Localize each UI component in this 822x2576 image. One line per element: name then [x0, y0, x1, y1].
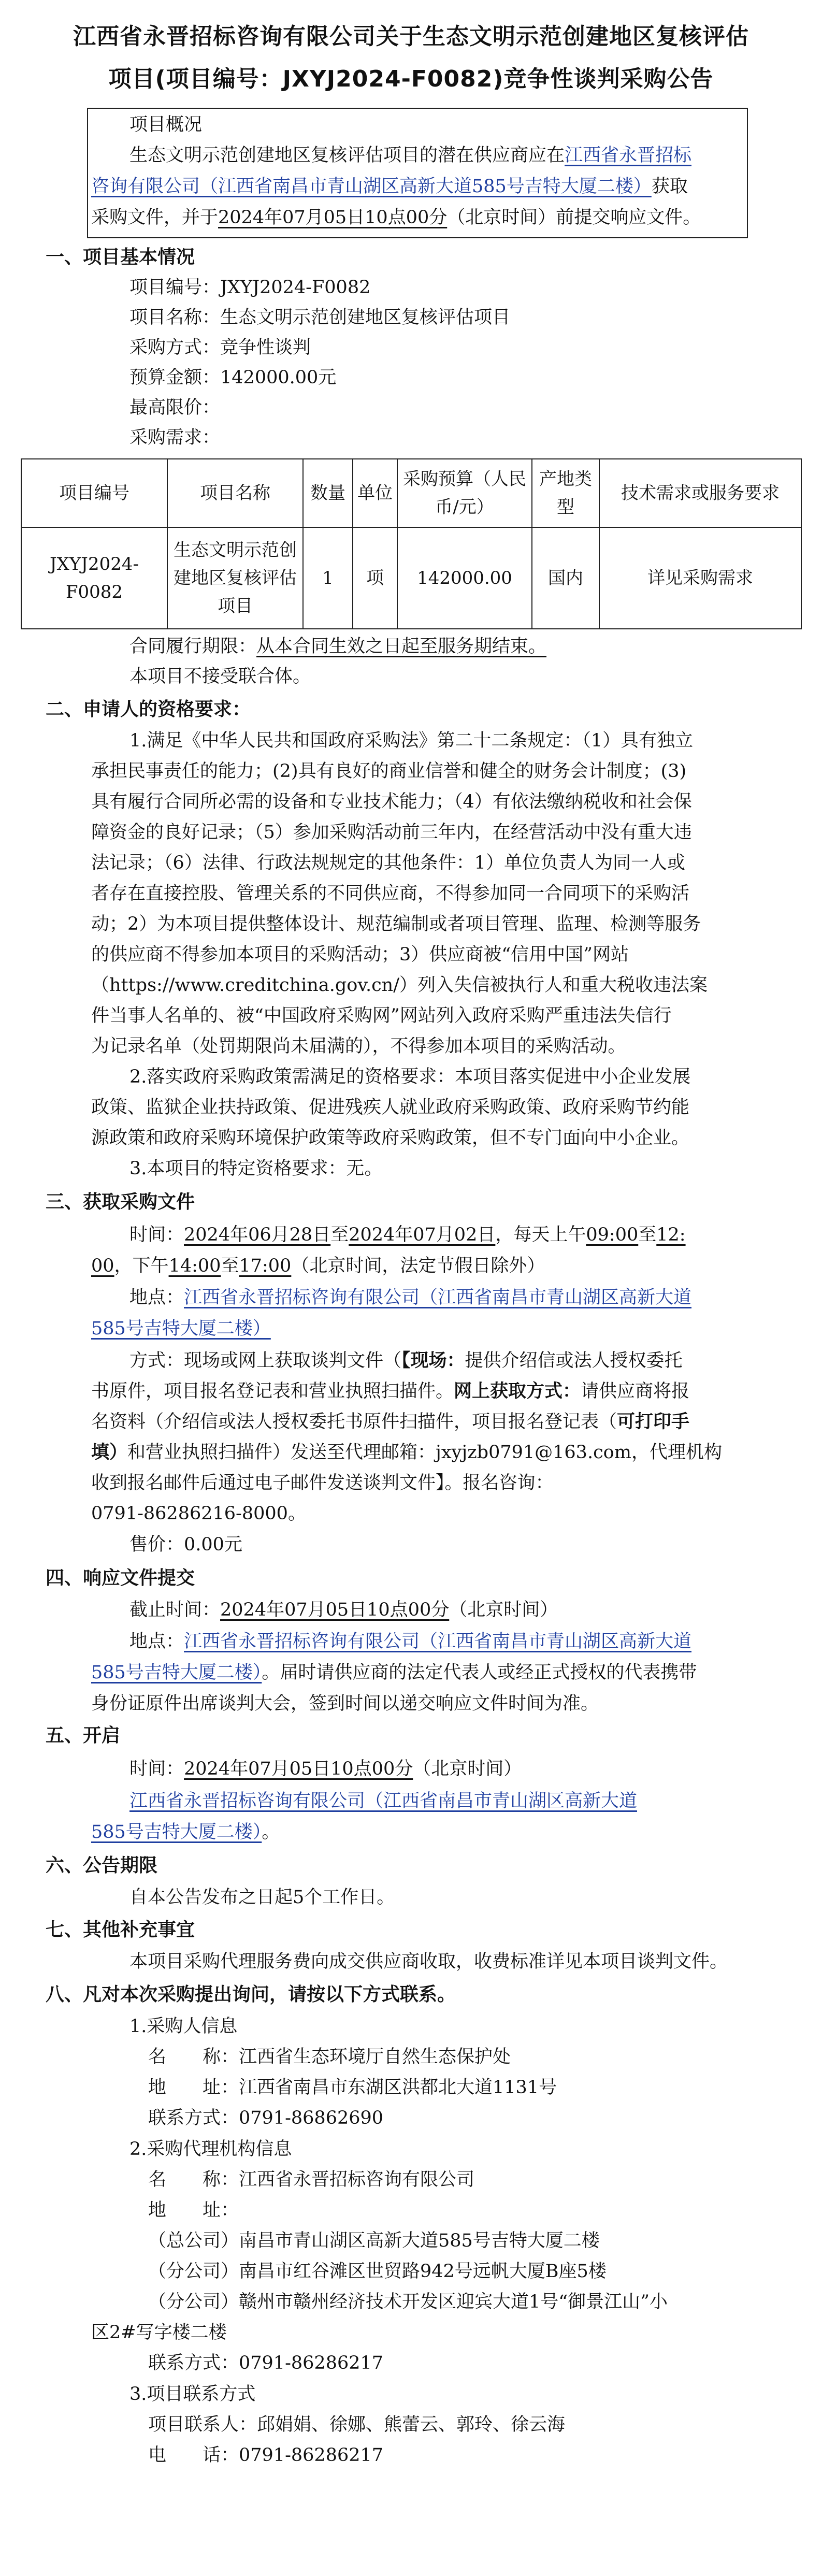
- overview-line-1: 生态文明示范创建地区复核评估项目的潜在供应商应在江西省永晋招标: [129, 145, 692, 166]
- section-8-heading: 八、凡对本次采购提出询问，请按以下方式联系。: [46, 1984, 456, 2005]
- section-2-heading: 二、申请人的资格要求：: [46, 699, 251, 720]
- qual-line: 具有履行合同所必需的设备和专业技术能力；（4）有依法缴纳税收和社会保: [91, 791, 692, 812]
- qual-line: 为记录名单（处罚期限尚未届满的），不得参加本项目的采购活动。: [91, 1036, 626, 1057]
- table-cell: 142000.00: [397, 527, 532, 629]
- document-price: 售价：0.00元: [129, 1534, 242, 1555]
- obtain-way-line-4: 填）和营业执照扫描件）发送至代理邮箱：jxyjzb0791@163.com，代理机构: [91, 1442, 722, 1463]
- obtain-place-link-2[interactable]: 585号吉特大厦二楼）: [91, 1318, 271, 1339]
- agent-address-label: 地 址：: [148, 2200, 239, 2221]
- buyer-heading: 1.采购人信息: [129, 2016, 238, 2037]
- no-consortium: 本项目不接受联合体。: [129, 666, 311, 687]
- opening-place-link-2[interactable]: 585号吉特大厦二楼）: [91, 1822, 262, 1843]
- table-header-row: [21, 459, 801, 527]
- table-cell: 生态文明示范创建地区复核评估项目: [167, 527, 303, 629]
- agency-link-1[interactable]: 江西省永晋招标: [565, 145, 692, 166]
- qual-line: 法记录；（6）法律、行政法规规定的其他条件：1）单位负责人为同一人或: [91, 853, 686, 873]
- obtain-way-line-2: 书原件，项目报名登记表和营业执照扫描件。网上获取方式：请供应商将报: [91, 1380, 690, 1402]
- agent-address-branch-1: （分公司）南昌市红谷滩区世贸路942号远帆大厦B座5楼: [148, 2261, 607, 2282]
- notice-period: 自本公告发布之日起5个工作日。: [129, 1887, 395, 1908]
- qual-line: 动；2）为本项目提供整体设计、规范编制或者项目管理、监理、检测等服务: [91, 914, 701, 934]
- qual-line: 政策、监狱企业扶持政策、促进残疾人就业政府采购政策、政府采购节约能: [91, 1097, 690, 1118]
- obtain-time-line-1: 时间：2024年06月28日至2024年07月02日，每天上午09:00至12:: [129, 1225, 686, 1245]
- buyer-address: 地 址：江西省南昌市东湖区洪都北大道1131号: [148, 2077, 557, 2098]
- section-6-heading: 六、公告期限: [46, 1855, 158, 1876]
- qual-line: 源政策和政府采购环境保护政策等政府采购政策，但不专门面向中小企业。: [91, 1128, 690, 1148]
- table-header: 产地类型: [532, 459, 599, 527]
- overview-line-3: 采购文件，并于2024年07月05日10点00分（北京时间）前提交响应文件。: [91, 207, 701, 228]
- demand-label: 采购需求：: [129, 427, 221, 448]
- agent-phone: 联系方式：0791-86286217: [148, 2353, 384, 2373]
- table-header: 项目名称: [167, 459, 303, 527]
- project-code: 项目编号：JXYJ2024-F0082: [129, 277, 371, 298]
- submission-place-link[interactable]: 江西省永晋招标咨询有限公司（江西省南昌市青山湖区高新大道: [184, 1631, 692, 1652]
- table-cell: 详见采购需求: [599, 527, 801, 629]
- max-price: 最高限价：: [129, 397, 221, 418]
- obtain-time-line-2: 00，下午14:00至17:00（北京时间，法定节假日除外）: [91, 1256, 545, 1276]
- table-header: 数量: [303, 459, 353, 527]
- section-3-heading: 三、获取采购文件: [46, 1191, 195, 1213]
- obtain-way-line-6: 0791-86286216-8000。: [91, 1503, 306, 1524]
- table-cell: 1: [303, 527, 353, 629]
- submission-place-link-2[interactable]: 585号吉特大厦二楼）: [91, 1662, 262, 1683]
- section-5-heading: 五、开启: [46, 1725, 121, 1746]
- submission-note: 身份证原件出席谈判大会，签到时间以递交响应文件时间为准。: [91, 1693, 599, 1714]
- opening-place-line-2: 585号吉特大厦二楼）。: [91, 1822, 280, 1843]
- qual-line: 2.落实政府采购政策需满足的资格要求：本项目落实促进中小企业发展: [129, 1067, 691, 1087]
- obtain-place-line-2: [91, 1314, 271, 1340]
- contact-people: 项目联系人：邱娟娟、徐娜、熊蕾云、郭玲、徐云海: [148, 2414, 566, 2435]
- budget-amount: 预算金额：142000.00元: [129, 367, 337, 388]
- qual-line: 1.满足《中华人民共和国政府采购法》第二十二条规定：（1）具有独立: [129, 730, 694, 751]
- agent-address-branch-2-cont: 区2#写字楼二楼: [91, 2322, 227, 2343]
- submission-place-line-1: 地点：江西省永晋招标咨询有限公司（江西省南昌市青山湖区高新大道: [129, 1631, 692, 1652]
- title-line-1: 江西省永晋招标咨询有限公司关于生态文明示范创建地区复核评估: [73, 23, 749, 50]
- contact-heading: 3.项目联系方式: [129, 2384, 256, 2405]
- table-header: 单位: [353, 459, 397, 527]
- agent-name: 名 称：江西省永晋招标咨询有限公司: [148, 2169, 475, 2190]
- section-4-heading: 四、响应文件提交: [46, 1567, 195, 1589]
- agent-heading: 2.采购代理机构信息: [129, 2139, 292, 2160]
- buyer-phone: 联系方式：0791-86862690: [148, 2108, 384, 2128]
- section-7-heading: 七、其他补充事宜: [46, 1919, 195, 1940]
- obtain-place-link[interactable]: 江西省永晋招标咨询有限公司（江西省南昌市青山湖区高新大道: [184, 1287, 692, 1308]
- procurement-method: 采购方式：竞争性谈判: [129, 337, 311, 358]
- contract-period: 合同履行期限：从本合同生效之日起至服务期结束。: [129, 636, 547, 657]
- contact-phone: 电 话：0791-86286217: [148, 2445, 384, 2466]
- obtain-way-line-5: 收到报名邮件后通过电子邮件发送谈判文件】。报名咨询：: [91, 1473, 554, 1493]
- other-matters: 本项目采购代理服务费向成交供应商收取，收费标准详见本项目谈判文件。: [129, 1951, 728, 1972]
- qual-line: 承担民事责任的能力；(2)具有良好的商业信誉和健全的财务会计制度；(3): [91, 761, 687, 782]
- overview-line-2: 咨询有限公司（江西省南昌市青山湖区高新大道585号吉特大厦二楼）获取: [91, 176, 688, 197]
- table-cell: 项: [353, 527, 397, 629]
- agent-address-branch-2: （分公司）赣州市赣州经济技术开发区迎宾大道1号“御景江山”小: [148, 2292, 668, 2312]
- obtain-way-line-3: 名资料（介绍信或法人授权委托书原件扫描件，项目报名登记表（可打印手: [91, 1411, 690, 1432]
- qual-line: （https://www.creditchina.gov.cn/）列入失信被执行人和重大税收违法案: [91, 975, 708, 996]
- qual-line: 障资金的良好记录；（5）参加采购活动前三年内，在经营活动中没有重大违: [91, 822, 692, 843]
- submission-place-line-2: 585号吉特大厦二楼）。届时请供应商的法定代表人或经正式授权的代表携带: [91, 1662, 697, 1683]
- qual-line: 的供应商不得参加本项目的采购活动；3）供应商被“信用中国”网站: [91, 944, 629, 965]
- overview-heading: 项目概况: [129, 114, 203, 135]
- buyer-name: 名 称：江西省生态环境厅自然生态保护处: [148, 2047, 511, 2067]
- obtain-place-line-1: 地点：江西省永晋招标咨询有限公司（江西省南昌市青山湖区高新大道: [129, 1287, 692, 1308]
- qual-line: 3.本项目的特定资格要求：无。: [129, 1158, 383, 1179]
- table-cell: 国内: [532, 527, 599, 629]
- opening-time: 时间：2024年07月05日10点00分（北京时间）: [129, 1759, 522, 1779]
- agent-address-hq: （总公司）南昌市青山湖区高新大道585号吉特大厦二楼: [148, 2230, 600, 2251]
- submission-deadline: 截止时间：2024年07月05日10点00分（北京时间）: [129, 1600, 558, 1620]
- opening-place-line-1: [129, 1787, 637, 1812]
- obtain-way-line-1: 方式：现场或网上获取谈判文件（【现场：提供介绍信或法人授权委托: [129, 1350, 683, 1371]
- agency-link-2[interactable]: 咨询有限公司（江西省南昌市青山湖区高新大道585号吉特大厦二楼）: [91, 176, 652, 197]
- table-header: 技术需求或服务要求: [599, 459, 801, 527]
- opening-place-link[interactable]: 江西省永晋招标咨询有限公司（江西省南昌市青山湖区高新大道: [129, 1791, 638, 1811]
- table-cell: JXYJ2024-F0082: [21, 527, 167, 629]
- qual-line: 者存在直接控股、管理关系的不同供应商，不得参加同一合同项下的采购活: [91, 883, 690, 904]
- table-header: 采购预算（人民币/元）: [397, 459, 532, 527]
- procurement-table: [21, 458, 802, 629]
- table-header: 项目编号: [21, 459, 167, 527]
- qual-line: 件当事人名单的、被“中国政府采购网”网站列入政府采购严重违法失信行: [91, 1005, 672, 1026]
- title-line-2: 项目(项目编号：JXYJ2024-F0082)竞争性谈判采购公告: [108, 66, 714, 92]
- table-row: [21, 527, 801, 629]
- project-name: 项目名称：生态文明示范创建地区复核评估项目: [129, 307, 511, 328]
- section-1-heading: 一、项目基本情况: [46, 247, 195, 268]
